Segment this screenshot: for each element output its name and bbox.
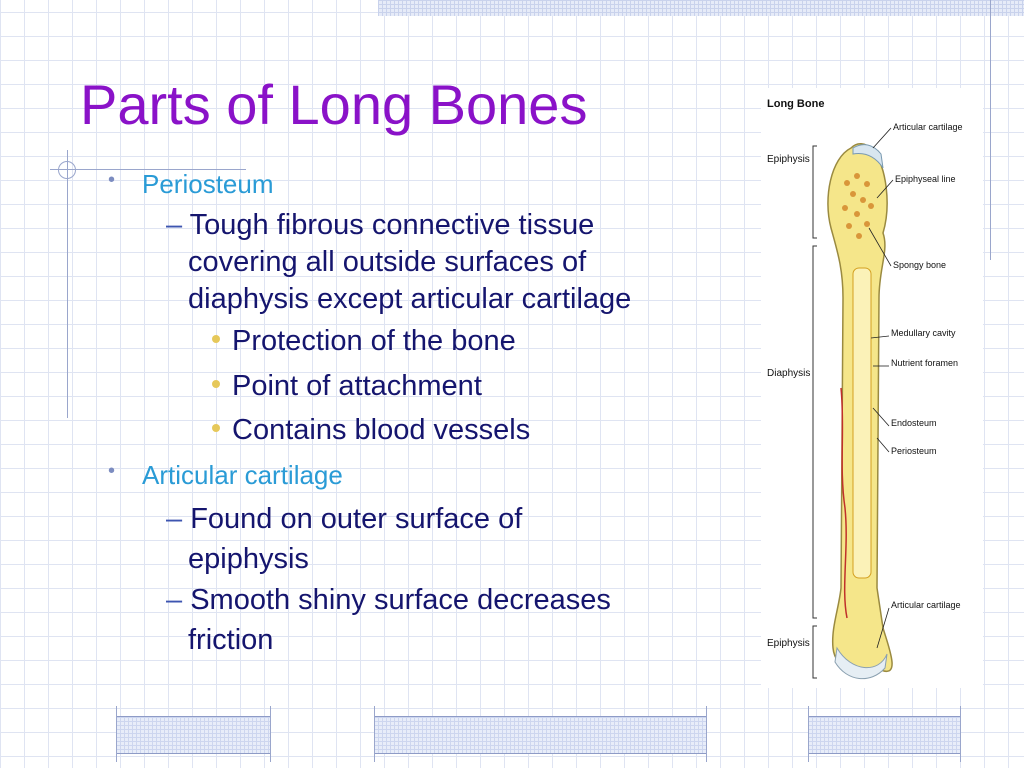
text-line: Tough fibrous connective tissue (189, 209, 595, 242)
section-heading: Periosteum (142, 169, 274, 199)
sub-subpoint-text: Point of attachment (232, 369, 482, 402)
sub-subpoint (100, 319, 700, 364)
dash-marker: – (166, 583, 191, 616)
text-line: Found on outer surface of (190, 502, 523, 535)
bullet-marker: • (108, 169, 116, 191)
text-line: diaphysis except articular cartilage (188, 283, 632, 316)
sub-subpoint (100, 364, 700, 409)
bottom-tick-2 (270, 706, 271, 762)
label-epiphysis-bottom: Epiphysis (767, 638, 810, 649)
label-articular-cartilage-top: Articular cartilage (893, 122, 963, 132)
text-line: epiphysis (188, 543, 309, 576)
bullet-articular-cartilage (100, 459, 700, 492)
left-brackets (813, 146, 817, 678)
bullet-marker: • (108, 460, 116, 483)
sub-subpoint (100, 408, 700, 453)
slide-title: Parts of Long Bones (80, 73, 588, 136)
sub-subpoint-text: Protection of the bone (232, 324, 516, 357)
text-line: covering all outside surfaces of (188, 246, 587, 279)
dash-marker: – (166, 502, 191, 535)
label-diaphysis: Diaphysis (767, 368, 811, 379)
sub-subpoint-text: Contains blood vessels (232, 414, 531, 447)
text-line: friction (188, 624, 274, 657)
medullary-cavity (853, 268, 871, 578)
bottom-tick-3 (374, 706, 375, 762)
slide-content (100, 168, 700, 661)
figure-title: Long Bone (767, 98, 825, 110)
subpoint-periosteum-definition (122, 207, 700, 318)
bottom-tick-6 (960, 706, 961, 762)
bottom-decorative-box-1 (116, 716, 270, 754)
subpoint-articular-location (122, 499, 700, 580)
top-right-vertical-line (990, 0, 991, 260)
label-endosteum: Endosteum (891, 418, 937, 428)
bullet-dot (212, 335, 220, 343)
bullet-dot (212, 424, 220, 432)
left-vertical-line (67, 150, 68, 418)
top-decorative-bar (378, 0, 1024, 16)
label-epiphyseal-line: Epiphyseal line (895, 174, 956, 184)
label-spongy-bone: Spongy bone (893, 260, 947, 270)
bullet-dot (212, 380, 220, 388)
subpoint-articular-function (122, 580, 700, 661)
label-epiphysis-top: Epiphysis (767, 154, 810, 165)
bottom-tick-1 (116, 706, 117, 762)
section-heading: Articular cartilage (142, 460, 343, 491)
label-medullary-cavity: Medullary cavity (891, 328, 956, 338)
bottom-decorative-box-3 (808, 716, 960, 754)
dash-marker: – (166, 209, 190, 242)
text-line: Smooth shiny surface decreases (190, 583, 611, 616)
bullet-periosteum (100, 168, 700, 201)
label-periosteum: Periosteum (891, 446, 937, 456)
bottom-tick-5 (808, 706, 809, 762)
label-articular-cartilage-bottom: Articular cartilage (891, 600, 961, 610)
bottom-decorative-box-2 (374, 716, 706, 754)
label-nutrient-foramen: Nutrient foramen (891, 358, 959, 368)
long-bone-diagram (761, 88, 983, 688)
decorative-circle (58, 161, 76, 179)
bottom-tick-4 (706, 706, 707, 762)
